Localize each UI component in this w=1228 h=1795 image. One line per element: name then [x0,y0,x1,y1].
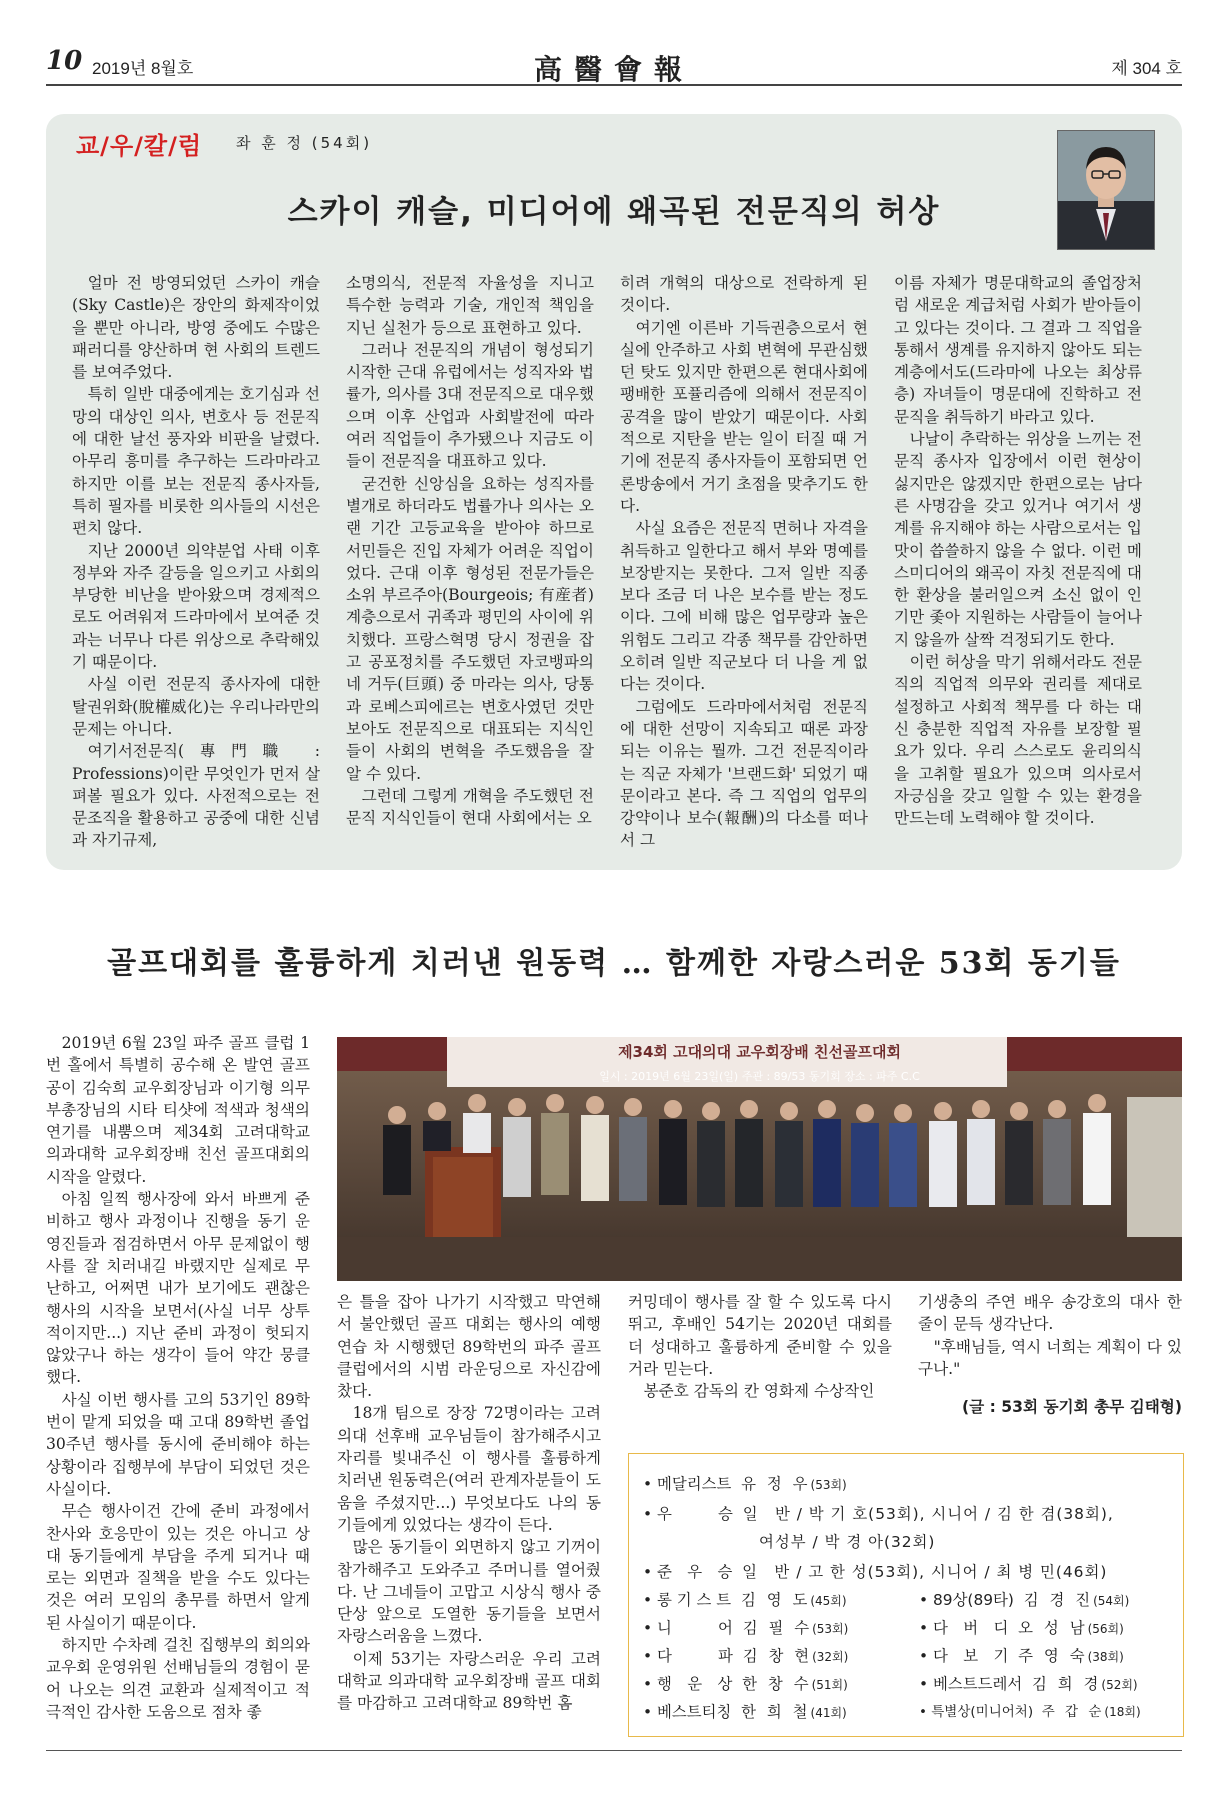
photo-banner: 제34회 고대의대 교우회장배 친선골프대회 [618,1043,901,1061]
award-runner-up: • 준 우 승 일 반 / 고 한 성(53회), 시니어 / 최 병 민(46회) [643,1563,1108,1581]
golf-text-col4: 기생충의 주연 배우 송강호의 대사 한 줄이 문득 생각난다. "후배님들, 역시 너희는 계획이 다 있구나." [918,1293,1182,1378]
award-left-2: • 다 파 김 창 현(32회) [643,1647,849,1665]
award-left-3: • 행 운 상 한 창 수(51회) [643,1675,848,1693]
award-winner: • 우 승 일 반 / 박 기 호(53회), 시니어 / 김 한 겸(38회), [643,1505,1114,1523]
award-left-1: • 니 어 김 필 수(53회) [643,1619,849,1637]
golf-text-col3: 커밍데이 행사를 잘 할 수 있도록 다시 뛰고, 후배인 54기는 2020년 대회를 더 성대하고 훌륭하게 준비할 수 있을 거라 믿는다. 봉준호 감독의 칸 영화제 수상작인 [628,1293,892,1401]
column-text-col2: 소명의식, 전문적 자율성을 지니고 특수한 능력과 기술, 개인적 책임을 지닌 실천가 등으로 표현하고 있다. 그러나 전문직의 개념이 형성되기 시작한 근대 유럽에서는 성직자와 법률가, 의사를 3대 전문직으로 대우했으며 이후 산업과 사회발전에 따라 여러 직업들이 추가됐으나 지금도 이들이 전문직을 대표하고 있다. 굳건한 신앙심을 요하는 성직자를 별개로 하더라도 법률가나 의사는 오랜 기간 고등교육을 받아야 하므로 서민들은 진입 자체가 어려운 직업이었다. 근대 이후 형성된 전문가들은 소위 부르주아(Bourgeois; 有産者) 계층으로서 귀족과 평민의 사이에 위치했다. 프랑스혁명 당시 정권을 잡고 공포정치를 주도했던 자코뱅파의 네 거두(巨頭) 중 마라는 의사, 당통과 로베스피에르는 변호사였던 것만 보아도 전문직으로 대표되는 지식인들이 사회의 변혁을 주도했음을 잘 알 수 있다. 그런데 그렇게 개혁을 주도했던 전문직 지식인들이 현대 사회에서는 오 [346,274,594,828]
column-tag: 교/우/칼/럼 [76,132,203,160]
column-text-col4: 이름 자체가 명문대학교의 졸업장처럼 새로운 계급처럼 사회가 받아들이고 있다는 것이다. 그 결과 그 직업을 통해서 생계를 유지하지 않아도 되는 계층에서도(드라마에 나오는 최상류층) 자녀들이 명문대에 진학하고 전문직을 취득하기 바라고 있다. 나날이 추락하는 위상을 느끼는 전문직 종사자 입장에서 이런 현상이 싫지만은 않겠지만 한편으로는 남다른 사명감을 갖고 있거나 여기서 생계를 유지해야 하는 사람으로서는 입맛이 씁쓸하지 않을 수 없다. 이런 메스미디어의 왜곡이 자칫 전문직에 대한 환상을 불러일으켜 소신 없이 인기만 좇아 지원하는 사람들이 늘어나지 않을까 살짝 걱정되기도 한다. 이런 허상을 막기 위해서라도 전문직의 직업적 의무와 권리를 제대로 설정하고 사회적 책무를 다 하는 대신 충분한 직업적 자유를 보장할 필요가 있다. 우리 스스로도 윤리의식을 고취할 필요가 있으며 의사로서 자긍심을 갖고 일할 수 있는 환경을 만드는데 노력해야 할 것이다. [894,274,1142,828]
award-right-3: • 베스트드레서 김 희 경(52회) [919,1675,1138,1693]
golf-headline: 골프대회를 훌륭하게 치러낸 원동력 … 함께한 자랑스러운 53회 동기들 [107,946,1121,981]
column-author: 좌 훈 정 (54회) [236,134,373,152]
photo-subbanner: 일시 : 2019년 6월 23일(일) 주관 : 89/53 동기회 장소 : 파주 C.C [599,1070,920,1083]
column-text-col1: 얼마 전 방영되었던 스카이 캐슬(Sky Castle)은 장안의 화제작이었을 뿐만 아니라, 방영 중에도 수많은 패러디를 양산하며 현 사회의 트렌드를 보여주었다. 특히 일반 대중에게는 호기심과 선망의 대상인 의사, 변호사 등 전문직에 대한 날선 풍자와 비판을 날렸다. 아무리 흥미를 추구하는 드라마라고 하지만 이를 보는 전문직 종사자들, 특히 필자를 비롯한 의사들의 시선은 편치 않다. 지난 2000년 의약분업 사태 이후 정부와 자주 갈등을 일으키고 사회의 부당한 비난을 받아왔으며 경제적으로도 어려워져 드라마에서 보여준 것과는 너무나 다른 위상으로 추락해있기 때문이다. 사실 이런 전문직 종사자에 대한 탈권위화(脫權威化)는 우리나라만의 문제는 아니다. 여기서전문직(專門職 : Professions)이란 무엇인가 먼저 살펴볼 필요가 있다. 사전적으로는 전문조직을 활용하고 공중에 대한 신념과 자기규제, [72,274,320,850]
award-right-2: • 다 보 기 주 영 숙(38회) [919,1647,1124,1665]
page-number: 10 [46,46,83,76]
award-medalist: • 메달리스트 유 정 우(53회) [643,1475,847,1493]
bottom-rule [46,1750,1182,1751]
award-right-0: • 89상(89타) 김 경 진(54회) [919,1591,1130,1609]
golf-text-col1: 2019년 6월 23일 파주 골프 클럽 1번 홀에서 특별히 공수해 온 발연 골프공이 김숙희 교우회장님과 이기형 의무부총장님의 시타 티샷에 적색과 청색의 연기를 내뿜으며 제34회 고려대학교 의과대학 교우회장배 친선 골프대회의 시작을 알렸다. 아침 일찍 행사장에 와서 바쁘게 준비하고 행사 과정이나 진행을 동기 운영진들과 점검하면서 아무 문제없이 행사를 잘 치러내길 바랬지만 실제로 무난하고, 어쩌면 내가 보기에도 괜찮은 행사의 시작을 보면서(사실 너무 상투적이지만...) 지난 준비 과정이 헛되지 않았구나 하는 생각이 들어 약간 뭉클했다. 사실 이번 행사를 고의 53기인 89학번이 맡게 되었을 때 고대 89학번 졸업 30주년 행사를 동시에 준비해야 하는 상황이라 집행부에 부담이 되었던 것은 사실이다. 무슨 행사이건 간에 준비 과정에서 찬사와 호응만이 있는 것은 아니고 상대 동기들에게 부담을 주게 되거나 때로는 외면과 질책을 받을 수도 있다는 것은 여러 모임의 총무를 하면서 알게 된 사실이기 때문이다. 하지만 수차례 걸친 집행부의 회의와 교우회 운영위원 선배님들의 경험이 묻어 나오는 의견 교환과 실제적이고 적극적인 감사한 도움으로 점차 좋 [46,1034,310,1721]
column-text-col3: 히려 개혁의 대상으로 전락하게 된 것이다. 여기엔 이른바 기득권층으로서 현실에 안주하고 사회 변혁에 무관심했던 탓도 있지만 한편으론 현대사회에 팽배한 포퓰리즘에 의해서 전문직이 공격을 많이 받았기 때문이다. 사회적으로 지탄을 받는 일이 터질 때 거기에 전문직 종사자들이 포함되면 언론방송에서 거기 초점을 맞추기도 한다. 사실 요즘은 전문직 면허나 자격을 취득하고 일한다고 해서 부와 명예를 보장받지는 못한다. 그저 일반 직종보다 조금 더 나은 보수를 받는 정도이다. 그에 비해 많은 업무량과 높은 위험도 그리고 각종 책무를 감안하면 오히려 일반 직군보다 더 나을 게 없다는 것이다. 그럼에도 드라마에서처럼 전문직에 대한 선망이 지속되고 때론 과장되는 이유는 뭘까. 그건 전문직이라는 직군 자체가 '브랜드화' 되었기 때문이라고 본다. 즉 그 직업의 업무의 강약이나 보수(報酬)의 다소를 떠나서 그 [620,274,868,850]
awards-box [628,1453,1184,1737]
golf-text-col2: 은 틀을 잡아 나가기 시작했고 막연해서 불안했던 골프 대회는 행사의 예행 연습 차 시행했던 89학번의 파주 골프 클럽에서의 시범 라운딩으로 자신감에 찼다. 18개 팀으로 장장 72명이라는 고려의대 선후배 교우님들이 참가해주시고 자리를 빛내주신 이 행사를 훌륭하게 치러낸 원동력은(여러 관계자분들이 도움을 주셨지만...) 무엇보다도 나의 동기들에게 있었다는 생각이 든다. 많은 동기들이 외면하지 않고 기꺼이 참가해주고 도와주고 주머니를 열어줬다. 난 그네들이 고맙고 시상식 행사 중 단상 앞으로 도열한 동기들을 보면서 자랑스러움을 느꼈다. 이제 53기는 자랑스러운 우리 고려대학교 의과대학 교우회장배 골프 대회를 마감하고 고려대학교 89학번 홈 [337,1293,601,1713]
newsletter-title: 高醫會報 [533,53,694,86]
author-photo [1057,130,1155,250]
award-left-4: • 베스트티칭 한 희 철(41회) [643,1703,847,1721]
masthead [46,46,1182,86]
award-winner-women: 여성부 / 박 경 아(32회) [759,1533,936,1551]
column-box [46,114,1182,870]
issue-number: 제 304 호 [1111,59,1182,78]
issue-date: 2019년 8월호 [92,59,194,78]
award-left-0: • 롱 기 스 트 김 영 도(45회) [643,1591,847,1609]
award-right-1: • 다 버 디 오 성 남(56회) [919,1619,1124,1637]
golf-credit: (글 : 53회 동기회 총무 김태형) [962,1398,1182,1416]
award-right-4: • 특별상(미니어처) 주 갑 순(18회) [919,1704,1141,1720]
column-headline: 스카이 캐슬, 미디어에 왜곡된 전문직의 허상 [287,194,941,230]
